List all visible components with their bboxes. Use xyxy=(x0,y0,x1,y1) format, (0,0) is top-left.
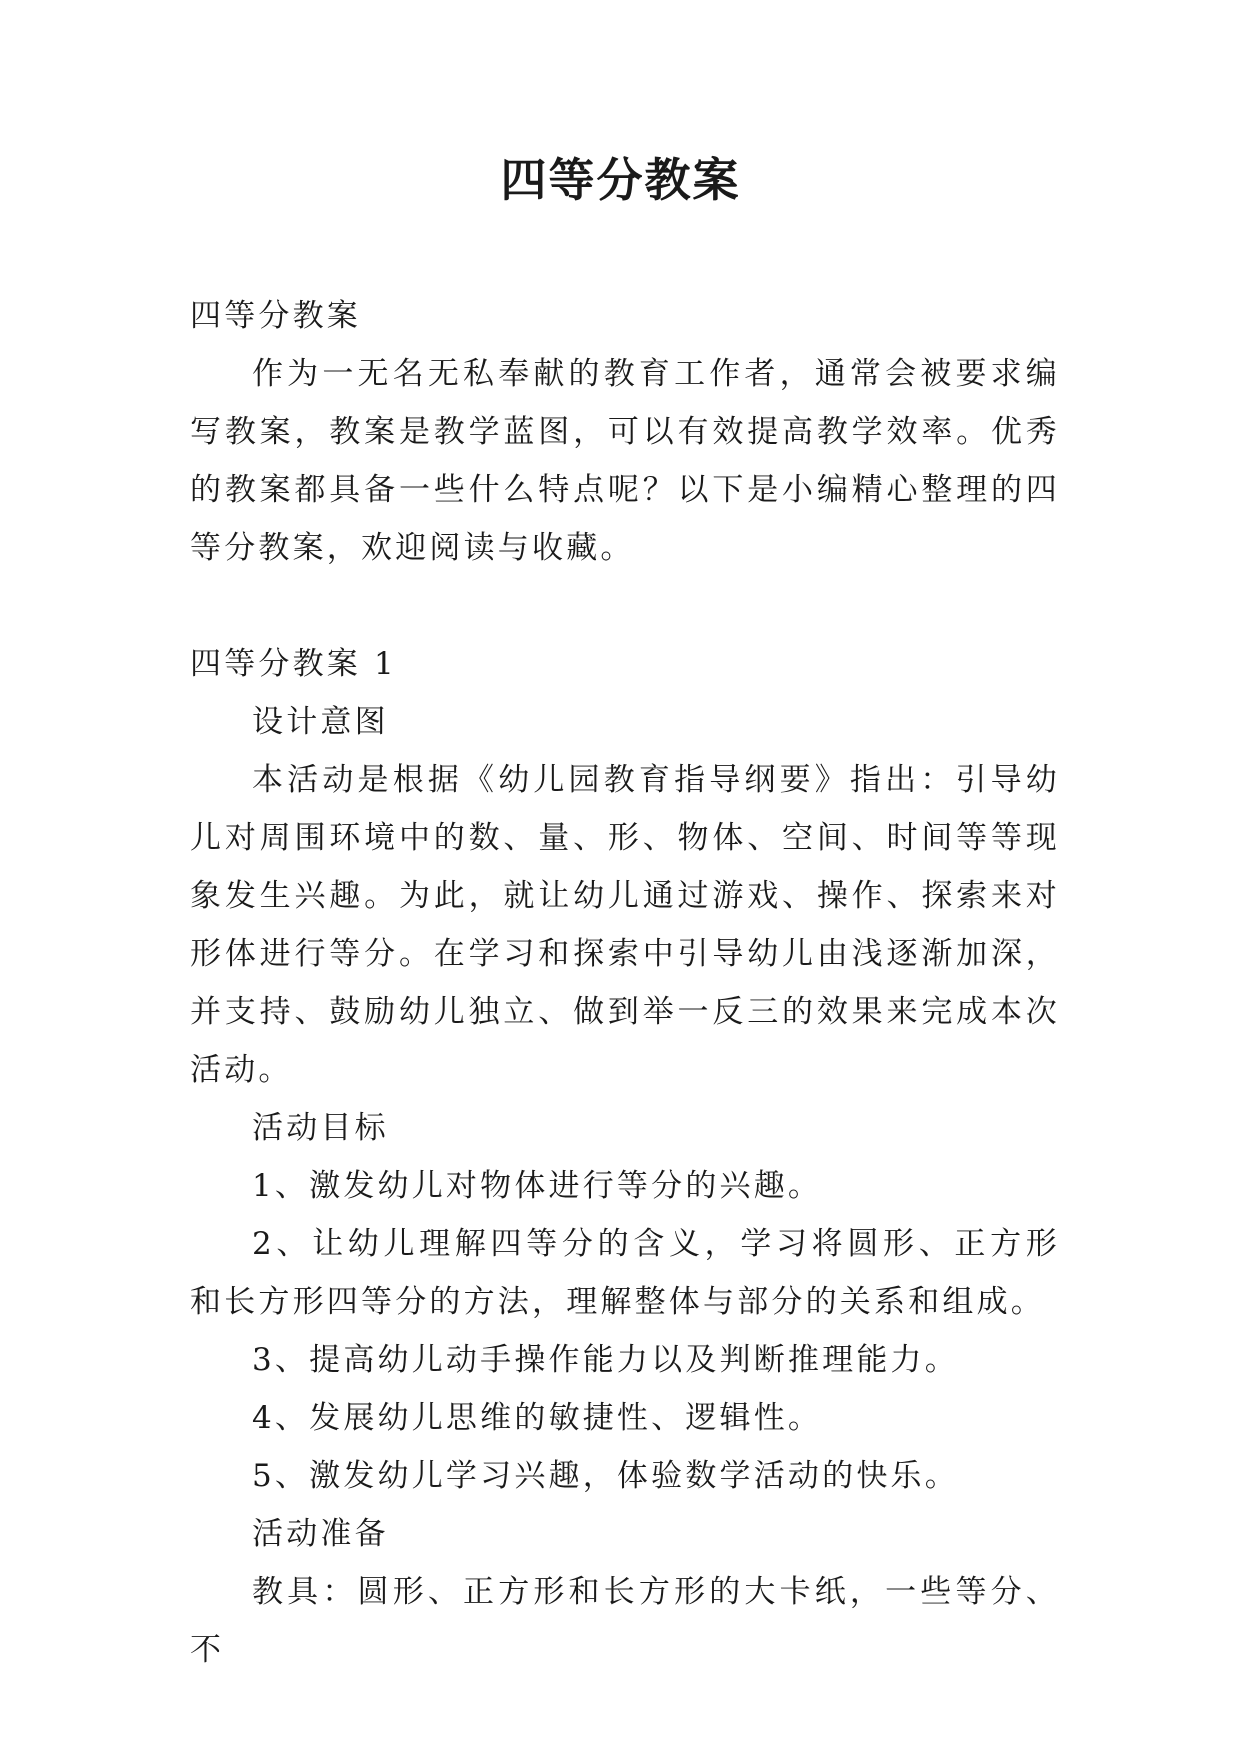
goal-item: 3、提高幼儿动手操作能力以及判断推理能力。 xyxy=(252,1342,959,1378)
goal-item: 1、激发幼儿对物体进行等分的兴趣。 xyxy=(252,1168,823,1204)
document-title: 四等分教案 xyxy=(500,153,741,207)
preparation-text: 教具：圆形、正方形和长方形的大卡纸，一些等分、不 xyxy=(190,1574,1060,1668)
design-intent-label: 设计意图 xyxy=(252,704,389,740)
intro-heading: 四等分教案 xyxy=(190,298,361,334)
spacer xyxy=(190,577,1060,635)
preparation-label: 活动准备 xyxy=(252,1516,389,1552)
goal-item: 5、激发幼儿学习兴趣，体验数学活动的快乐。 xyxy=(252,1458,959,1494)
goal-item: 4、发展幼儿思维的敏捷性、逻辑性。 xyxy=(252,1400,823,1436)
design-intent-paragraph: 本活动是根据《幼儿园教育指导纲要》指出：引导幼儿对周围环境中的数、量、形、物体、空间、时间等等现象发生兴趣。为此，就让幼儿通过游戏、操作、探索来对形体进行等分。在学习和探索中引导幼儿由浅逐渐加深，并支持、鼓励幼儿独立、做到举一反三的效果来完成本次活动。 xyxy=(190,762,1060,1088)
intro-paragraph: 作为一无名无私奉献的教育工作者，通常会被要求编写教案，教案是教学蓝图，可以有效提高教学效率。优秀的教案都具备一些什么特点呢？以下是小编精心整理的四等分教案，欢迎阅读与收藏。 xyxy=(190,356,1060,566)
goals-label: 活动目标 xyxy=(252,1110,389,1146)
document-body xyxy=(190,287,1060,1679)
goal-item: 2、让幼儿理解四等分的含义，学习将圆形、正方形和长方形四等分的方法，理解整体与部分的关系和组成。 xyxy=(190,1226,1060,1320)
section-heading: 四等分教案 1 xyxy=(190,646,397,682)
